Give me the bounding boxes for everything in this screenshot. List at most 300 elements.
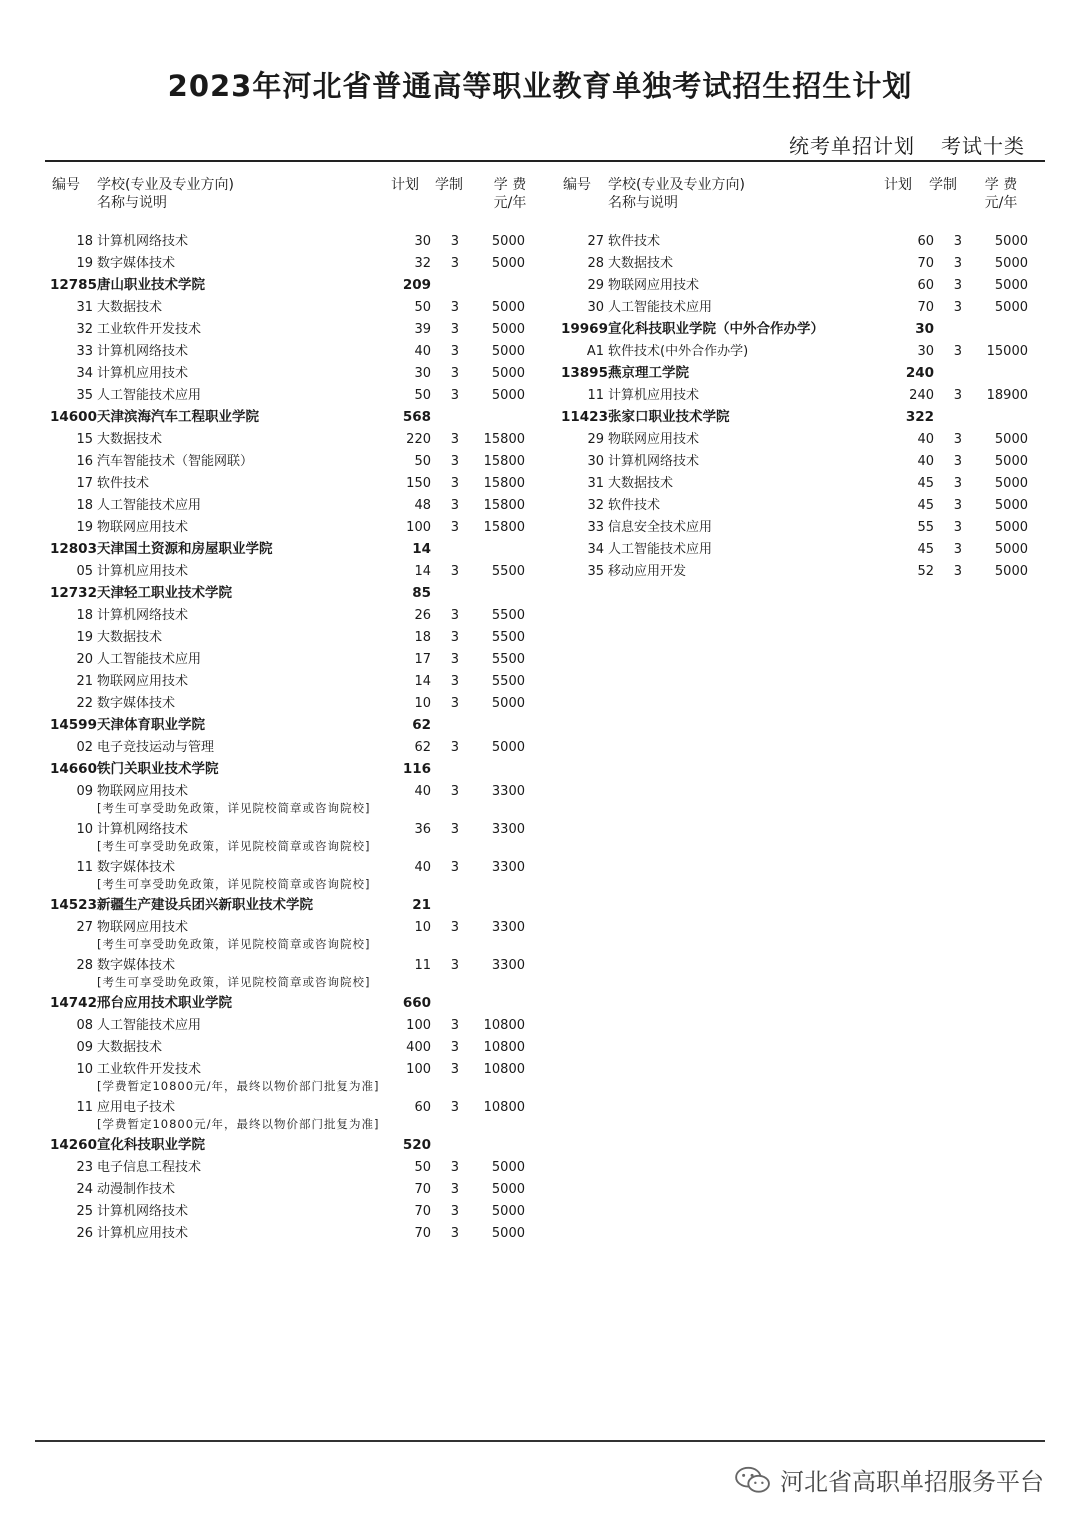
row-fee: 10800 <box>483 1040 525 1055</box>
row-code: 14260 <box>50 1137 97 1153</box>
major-row <box>45 1201 545 1223</box>
header-code: 编号 <box>52 177 80 193</box>
row-name: 人工智能技术应用 <box>608 300 713 315</box>
major-row <box>45 363 545 385</box>
row-code: 15 <box>76 432 93 447</box>
row-plan: 62 <box>412 717 431 733</box>
row-fee: 5500 <box>491 652 525 667</box>
row-name: 计算机网络技术 <box>97 234 189 249</box>
major-row <box>45 649 545 671</box>
row-plan: 220 <box>406 432 431 447</box>
major-row <box>556 275 1036 297</box>
major-row <box>45 385 545 407</box>
row-code: 26 <box>76 1226 93 1241</box>
row-fee: 10800 <box>483 1100 525 1115</box>
row-years: 3 <box>450 630 459 645</box>
row-code: 14523 <box>50 897 97 913</box>
row-code: 12732 <box>50 585 97 601</box>
major-row <box>556 429 1036 451</box>
row-plan: 40 <box>414 860 431 875</box>
row-code: 09 <box>76 1040 93 1055</box>
row-years: 3 <box>450 1062 459 1077</box>
major-row <box>45 429 545 451</box>
row-fee: 3300 <box>491 784 525 799</box>
school-row <box>45 895 545 917</box>
row-plan: 10 <box>414 920 431 935</box>
row-fee: 5000 <box>491 1182 525 1197</box>
header-name: 学校(专业及专业方向) 名称与说明 <box>97 177 234 211</box>
plan-subtitle <box>763 130 1025 159</box>
row-name: 计算机应用技术 <box>97 1226 189 1241</box>
row-code: 21 <box>76 674 93 689</box>
major-row <box>556 297 1036 319</box>
row-note: [学费暂定10800元/年，最终以物价部门批复为准] <box>97 1079 380 1093</box>
row-code: 11 <box>76 860 93 875</box>
header-years: 学制 <box>929 177 957 193</box>
row-code: 19969 <box>561 321 608 337</box>
row-name: 计算机网络技术 <box>97 344 189 359</box>
major-row <box>45 917 545 955</box>
row-name: 宣化科技职业学院（中外合作办学） <box>608 321 824 337</box>
row-fee: 5500 <box>491 564 525 579</box>
row-fee: 5000 <box>491 1226 525 1241</box>
row-plan: 520 <box>402 1137 431 1153</box>
row-name: 大数据技术 <box>97 1040 163 1055</box>
row-plan: 50 <box>414 454 431 469</box>
row-code: 18 <box>76 608 93 623</box>
row-name: 软件技术 <box>97 476 150 491</box>
row-years: 3 <box>450 1160 459 1175</box>
row-plan: 240 <box>909 388 934 403</box>
major-row <box>45 561 545 583</box>
row-name: 软件技术(中外合作办学) <box>608 344 749 359</box>
row-plan: 55 <box>917 520 934 535</box>
row-code: 14600 <box>50 409 97 425</box>
row-code: 18 <box>76 498 93 513</box>
major-row <box>45 1223 545 1245</box>
row-name: 汽车智能技术（智能网联） <box>97 454 254 469</box>
left-column <box>45 170 545 1245</box>
row-name: 天津轻工职业技术学院 <box>97 585 232 601</box>
major-row <box>556 539 1036 561</box>
school-row <box>556 363 1036 385</box>
row-years: 3 <box>953 432 962 447</box>
row-code: 10 <box>76 1062 93 1077</box>
row-years: 3 <box>450 860 459 875</box>
row-code: 31 <box>587 476 604 491</box>
major-row <box>556 341 1036 363</box>
major-row <box>45 1059 545 1097</box>
page-title: 2023年河北省普通高等职业教育单独考试招生招生计划 <box>167 69 913 103</box>
row-code: 14599 <box>50 717 97 733</box>
row-plan: 50 <box>414 300 431 315</box>
row-fee: 5000 <box>491 1204 525 1219</box>
row-fee: 15800 <box>483 454 525 469</box>
row-plan: 60 <box>917 278 934 293</box>
row-years: 3 <box>953 300 962 315</box>
row-years: 3 <box>450 1204 459 1219</box>
bottom-rule <box>35 1440 1045 1442</box>
major-row <box>45 517 545 539</box>
row-plan: 240 <box>905 365 934 381</box>
right-column <box>556 170 1036 583</box>
row-fee: 5500 <box>491 674 525 689</box>
row-name: 邢台应用技术职业学院 <box>97 995 232 1011</box>
row-plan: 70 <box>414 1226 431 1241</box>
row-fee: 15800 <box>483 432 525 447</box>
major-row <box>45 297 545 319</box>
wechat-icon <box>734 1465 772 1495</box>
header-years: 学制 <box>435 177 463 193</box>
row-code: 34 <box>587 542 604 557</box>
row-name: 大数据技术 <box>97 432 163 447</box>
row-code: 29 <box>587 432 604 447</box>
row-code: 27 <box>587 234 604 249</box>
row-fee: 5000 <box>491 388 525 403</box>
row-fee: 5000 <box>491 696 525 711</box>
row-fee: 18900 <box>986 388 1028 403</box>
row-fee: 10800 <box>483 1018 525 1033</box>
row-fee: 5000 <box>491 740 525 755</box>
major-row <box>45 1157 545 1179</box>
row-name: 计算机网络技术 <box>97 1204 189 1219</box>
major-row <box>45 231 545 253</box>
major-row <box>45 1097 545 1135</box>
row-note: [考生可享受助免政策，详见院校简章或咨询院校] <box>97 801 371 815</box>
row-name: 物联网应用技术 <box>97 784 189 799</box>
row-fee: 15000 <box>986 344 1028 359</box>
row-plan: 45 <box>917 476 934 491</box>
row-name: 人工智能技术应用 <box>97 498 202 513</box>
row-plan: 26 <box>414 608 431 623</box>
row-years: 3 <box>450 234 459 249</box>
row-name: 宣化科技职业学院 <box>97 1137 205 1153</box>
row-fee: 5000 <box>491 344 525 359</box>
row-code: 33 <box>76 344 93 359</box>
row-fee: 5000 <box>994 520 1028 535</box>
row-code: 29 <box>587 278 604 293</box>
row-name: 信息安全技术应用 <box>608 520 713 535</box>
row-fee: 5500 <box>491 630 525 645</box>
row-code: 14660 <box>50 761 97 777</box>
row-name: 物联网应用技术 <box>97 520 189 535</box>
major-row <box>556 451 1036 473</box>
row-code: 20 <box>76 652 93 667</box>
row-plan: 70 <box>917 256 934 271</box>
row-years: 3 <box>450 498 459 513</box>
row-fee: 5000 <box>994 300 1028 315</box>
row-fee: 5000 <box>994 432 1028 447</box>
row-fee: 3300 <box>491 958 525 973</box>
row-fee: 15800 <box>483 520 525 535</box>
table-header <box>45 170 545 222</box>
row-code: 34 <box>76 366 93 381</box>
row-name: 天津国土资源和房屋职业学院 <box>97 541 273 557</box>
row-years: 3 <box>953 278 962 293</box>
row-plan: 50 <box>414 1160 431 1175</box>
row-plan: 40 <box>414 344 431 359</box>
row-years: 3 <box>953 234 962 249</box>
row-plan: 21 <box>412 897 431 913</box>
row-plan: 40 <box>414 784 431 799</box>
row-code: 02 <box>76 740 93 755</box>
row-name: 人工智能技术应用 <box>97 388 202 403</box>
major-row <box>45 605 545 627</box>
row-plan: 40 <box>917 432 934 447</box>
major-row <box>45 495 545 517</box>
row-fee: 3300 <box>491 860 525 875</box>
row-code: 28 <box>76 958 93 973</box>
major-row <box>45 693 545 715</box>
row-years: 3 <box>450 784 459 799</box>
row-code: 05 <box>76 564 93 579</box>
major-row <box>45 857 545 895</box>
row-fee: 3300 <box>491 920 525 935</box>
major-row <box>556 253 1036 275</box>
row-name: 工业软件开发技术 <box>97 1062 202 1077</box>
row-name: 天津滨海汽车工程职业学院 <box>97 409 259 425</box>
row-plan: 45 <box>917 498 934 513</box>
row-years: 3 <box>953 256 962 271</box>
row-code: 19 <box>76 630 93 645</box>
header-code: 编号 <box>563 177 591 193</box>
row-years: 3 <box>450 1100 459 1115</box>
row-name: 电子竞技运动与管理 <box>97 740 215 755</box>
row-plan: 30 <box>917 344 934 359</box>
row-code: 14742 <box>50 995 97 1011</box>
row-code: 31 <box>76 300 93 315</box>
row-fee: 5000 <box>491 366 525 381</box>
row-fee: 5500 <box>491 608 525 623</box>
row-name: 人工智能技术应用 <box>608 542 713 557</box>
row-name: 唐山职业技术学院 <box>97 277 205 293</box>
row-plan: 100 <box>406 520 431 535</box>
row-fee: 10800 <box>483 1062 525 1077</box>
header-fee: 学 费 元/年 <box>984 177 1018 211</box>
row-fee: 5000 <box>994 234 1028 249</box>
row-fee: 5000 <box>994 476 1028 491</box>
row-plan: 39 <box>414 322 431 337</box>
row-years: 3 <box>450 674 459 689</box>
row-years: 3 <box>450 1226 459 1241</box>
major-row <box>45 737 545 759</box>
major-row <box>45 955 545 993</box>
row-plan: 70 <box>917 300 934 315</box>
row-plan: 209 <box>402 277 431 293</box>
major-row <box>45 1015 545 1037</box>
row-code: 18 <box>76 234 93 249</box>
row-years: 3 <box>450 476 459 491</box>
top-rule <box>45 160 1045 162</box>
major-row <box>556 517 1036 539</box>
row-code: 11 <box>76 1100 93 1115</box>
row-years: 3 <box>953 564 962 579</box>
row-code: 25 <box>76 1204 93 1219</box>
row-fee: 5000 <box>491 300 525 315</box>
row-code: 11423 <box>561 409 608 425</box>
row-plan: 70 <box>414 1182 431 1197</box>
footer-text: 河北省高职单招服务平台 <box>780 1468 1044 1496</box>
row-years: 3 <box>450 958 459 973</box>
row-code: 30 <box>587 454 604 469</box>
school-row <box>45 539 545 561</box>
row-code: 12785 <box>50 277 97 293</box>
row-name: 动漫制作技术 <box>97 1182 176 1197</box>
row-name: 大数据技术 <box>97 300 163 315</box>
row-name: 物联网应用技术 <box>608 432 700 447</box>
row-years: 3 <box>450 696 459 711</box>
row-years: 3 <box>953 520 962 535</box>
row-name: 应用电子技术 <box>97 1100 176 1115</box>
row-name: 计算机网络技术 <box>97 608 189 623</box>
row-plan: 45 <box>917 542 934 557</box>
row-years: 3 <box>450 920 459 935</box>
row-fee: 5000 <box>491 256 525 271</box>
left-rows <box>45 231 545 1245</box>
row-plan: 18 <box>414 630 431 645</box>
row-years: 3 <box>450 608 459 623</box>
row-plan: 30 <box>414 234 431 249</box>
school-row <box>45 759 545 781</box>
row-years: 3 <box>450 1040 459 1055</box>
major-row <box>45 253 545 275</box>
row-code: 09 <box>76 784 93 799</box>
row-fee: 5000 <box>491 234 525 249</box>
row-note: [学费暂定10800元/年，最终以物价部门批复为准] <box>97 1117 380 1131</box>
major-row <box>45 473 545 495</box>
row-name: 张家口职业技术学院 <box>608 409 730 425</box>
major-row <box>45 341 545 363</box>
major-row <box>556 473 1036 495</box>
row-plan: 36 <box>414 822 431 837</box>
row-years: 3 <box>953 476 962 491</box>
row-years: 3 <box>450 1182 459 1197</box>
row-plan: 14 <box>412 541 431 557</box>
row-note: [考生可享受助免政策，详见院校简章或咨询院校] <box>97 839 371 853</box>
row-code: 11 <box>587 388 604 403</box>
row-name: 计算机网络技术 <box>97 822 189 837</box>
school-row <box>45 993 545 1015</box>
row-name: 新疆生产建设兵团兴新职业技术学院 <box>97 897 313 913</box>
row-code: 17 <box>76 476 93 491</box>
row-years: 3 <box>450 344 459 359</box>
row-code: 23 <box>76 1160 93 1175</box>
row-plan: 50 <box>414 388 431 403</box>
header-name: 学校(专业及专业方向) 名称与说明 <box>608 177 745 211</box>
row-code: 32 <box>587 498 604 513</box>
major-row <box>45 1037 545 1059</box>
row-name: 大数据技术 <box>608 476 674 491</box>
header-plan: 计划 <box>884 177 912 193</box>
row-years: 3 <box>450 822 459 837</box>
row-name: 移动应用开发 <box>608 564 687 579</box>
row-years: 3 <box>450 652 459 667</box>
row-code: 08 <box>76 1018 93 1033</box>
major-row <box>556 385 1036 407</box>
row-years: 3 <box>953 498 962 513</box>
row-fee: 5000 <box>994 542 1028 557</box>
row-plan: 568 <box>402 409 431 425</box>
row-fee: 15800 <box>483 498 525 513</box>
row-plan: 60 <box>917 234 934 249</box>
row-plan: 70 <box>414 1204 431 1219</box>
row-plan: 14 <box>414 564 431 579</box>
row-name: 计算机应用技术 <box>97 366 189 381</box>
row-years: 3 <box>450 520 459 535</box>
row-years: 3 <box>450 432 459 447</box>
row-plan: 62 <box>414 740 431 755</box>
major-row <box>45 1179 545 1201</box>
major-row <box>45 627 545 649</box>
row-years: 3 <box>450 454 459 469</box>
row-plan: 400 <box>406 1040 431 1055</box>
school-row <box>556 319 1036 341</box>
row-code: 22 <box>76 696 93 711</box>
row-plan: 116 <box>402 761 431 777</box>
row-note: [考生可享受助免政策，详见院校简章或咨询院校] <box>97 877 371 891</box>
row-years: 3 <box>450 388 459 403</box>
major-row <box>45 319 545 341</box>
row-plan: 100 <box>406 1018 431 1033</box>
row-name: 计算机应用技术 <box>608 388 700 403</box>
row-code: 19 <box>76 256 93 271</box>
row-plan: 660 <box>402 995 431 1011</box>
major-row <box>556 561 1036 583</box>
major-row <box>556 231 1036 253</box>
row-code: 12803 <box>50 541 97 557</box>
row-note: [考生可享受助免政策，详见院校简章或咨询院校] <box>97 975 371 989</box>
row-years: 3 <box>450 1018 459 1033</box>
row-name: 数字媒体技术 <box>97 958 176 973</box>
right-rows <box>556 231 1036 583</box>
row-code: 24 <box>76 1182 93 1197</box>
header-fee: 学 费 元/年 <box>493 177 527 211</box>
row-plan: 85 <box>412 585 431 601</box>
row-fee: 15800 <box>483 476 525 491</box>
row-name: 物联网应用技术 <box>97 674 189 689</box>
row-fee: 5000 <box>994 454 1028 469</box>
row-years: 3 <box>450 366 459 381</box>
row-years: 3 <box>450 300 459 315</box>
major-row <box>45 451 545 473</box>
row-code: 16 <box>76 454 93 469</box>
row-plan: 10 <box>414 696 431 711</box>
row-plan: 48 <box>414 498 431 513</box>
row-note: [考生可享受助免政策，详见院校简章或咨询院校] <box>97 937 371 951</box>
row-name: 物联网应用技术 <box>608 278 700 293</box>
row-name: 燕京理工学院 <box>608 365 689 381</box>
school-row <box>45 715 545 737</box>
row-fee: 5000 <box>994 256 1028 271</box>
row-code: 10 <box>76 822 93 837</box>
row-plan: 60 <box>414 1100 431 1115</box>
row-name: 数字媒体技术 <box>97 860 176 875</box>
row-name: 数字媒体技术 <box>97 696 176 711</box>
row-plan: 30 <box>915 321 934 337</box>
row-code: 27 <box>76 920 93 935</box>
major-row <box>45 671 545 693</box>
row-name: 软件技术 <box>608 498 661 513</box>
row-plan: 40 <box>917 454 934 469</box>
row-name: 工业软件开发技术 <box>97 322 202 337</box>
row-code: 35 <box>587 564 604 579</box>
row-plan: 17 <box>414 652 431 667</box>
row-name: 电子信息工程技术 <box>97 1160 202 1175</box>
row-code: A1 <box>586 344 604 359</box>
row-fee: 5000 <box>491 1160 525 1175</box>
major-row <box>556 495 1036 517</box>
row-code: 30 <box>587 300 604 315</box>
